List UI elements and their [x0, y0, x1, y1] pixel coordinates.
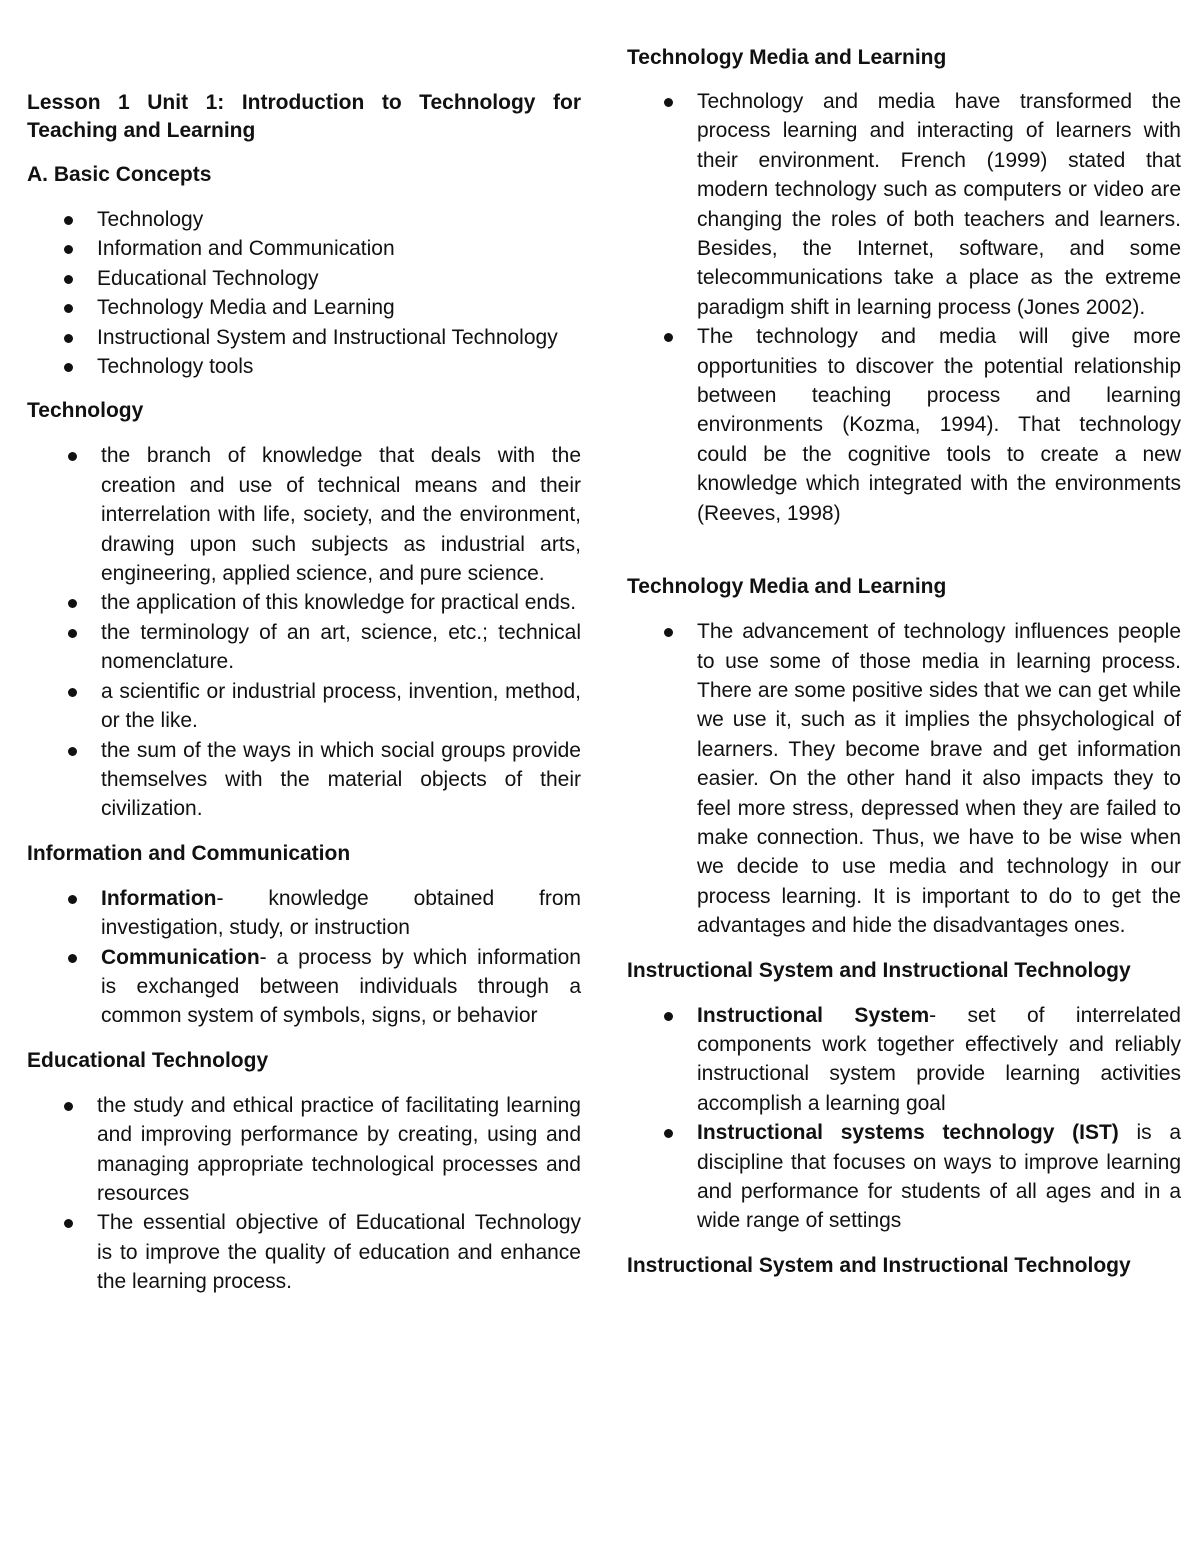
list-item: Technology and media have transformed the process learning and interacting of learners with their environment. French (1999) stated that modern technology such as computers or video are changing the roles of both teachers and learners. Besides, the Internet, software, and some telecommunications take a place as the extreme paradigm shift in learning process (Jones 2002).: [697, 87, 1181, 322]
list-item: The technology and media will give more opportunities to discover the potential relationship between teaching process and learning environments (Kozma, 1994). That technology could be the cognitive tools to create a new knowledge which integrated with the environments (Reeves, 1998): [697, 322, 1181, 528]
list-item: [101, 943, 581, 1031]
term: Communication: [101, 945, 260, 969]
list-item: the study and ethical practice of facilitating learning and improving performance by creating, using and managing appropriate technological processes and resources: [97, 1091, 581, 1209]
list-item: Technology tools: [97, 352, 581, 381]
definition: - set of interrelated components work together effectively and reliably instructional system provide learning activities accomplish a learning goal: [697, 1003, 1181, 1115]
term: Instructional System: [697, 1003, 930, 1027]
list-item: The advancement of technology influences people to use some of those media in learning process. There are some positive sides that we can get while we use it, such as it implies the phsychological of learners. They become brave and get information easier. On the other hand it also impacts they to feel more stress, depressed when they are failed to make connection. Thus, we have to be wise when we decide to use media and technology in our process learning. It is important to do to get the advantages and hide the disadvantages ones.: [697, 617, 1181, 940]
definition: is a discipline that focuses on ways to improve learning and performance for students of all ages and in a wide range of settings: [697, 1121, 1182, 1233]
definition: - knowledge obtained from investigation, study, or instruction: [101, 886, 581, 940]
right-column: [627, 0, 1181, 1280]
lesson-title: Lesson 1 Unit 1: Introduction to Technology for Teaching and Learning: [27, 91, 581, 142]
list-item: [101, 884, 581, 943]
info-communication-heading: Information and Communication: [27, 841, 351, 865]
list-item: Technology Media and Learning: [97, 293, 581, 322]
term: Instructional systems technology (IST): [697, 1121, 1119, 1145]
media-learning-list-2: [697, 617, 1181, 940]
media-learning-list: [697, 87, 1181, 528]
educational-technology-heading: Educational Technology: [27, 1048, 269, 1072]
list-item: a scientific or industrial process, invention, method, or the like.: [101, 677, 581, 736]
list-item: the terminology of an art, science, etc.; technical nomenclature.: [101, 618, 581, 677]
list-item: The essential objective of Educational Technology is to improve the quality of education and enhance the learning process.: [97, 1208, 581, 1296]
technology-heading: Technology: [27, 399, 144, 423]
basic-concepts-list: [97, 205, 581, 381]
term: Information: [101, 886, 217, 910]
technology-list: [101, 441, 581, 823]
basic-concepts-heading: A. Basic Concepts: [27, 163, 212, 186]
list-item: Instructional System and Instructional Technology: [97, 323, 581, 352]
list-item: [697, 1001, 1181, 1119]
educational-technology-list: [97, 1091, 581, 1297]
definition: - a process by which information is exchanged between individuals through a common system of symbols, signs, or behavior: [101, 945, 581, 1028]
list-item: the branch of knowledge that deals with the creation and use of technical means and their interrelation with life, society, and the environment, drawing upon such subjects as industrial arts, engineering, applied science, and pure science.: [101, 441, 581, 588]
list-item: Information and Communication: [97, 234, 581, 263]
media-learning-heading: Technology Media and Learning: [627, 46, 947, 69]
instructional-system-list: [697, 1001, 1181, 1236]
left-column: [27, 0, 581, 1297]
list-item: Educational Technology: [97, 264, 581, 293]
instructional-system-heading: Instructional System and Instructional Technology: [627, 958, 1131, 982]
list-item: the application of this knowledge for practical ends.: [101, 588, 581, 617]
instructional-system-heading-2: Instructional System and Instructional Technology: [627, 1253, 1131, 1277]
info-communication-list: [101, 884, 581, 1031]
list-item: [697, 1118, 1181, 1236]
list-item: the sum of the ways in which social groups provide themselves with the material objects of their civilization.: [101, 736, 581, 824]
list-item: Technology: [97, 205, 581, 234]
media-learning-heading-2: Technology Media and Learning: [627, 575, 947, 599]
